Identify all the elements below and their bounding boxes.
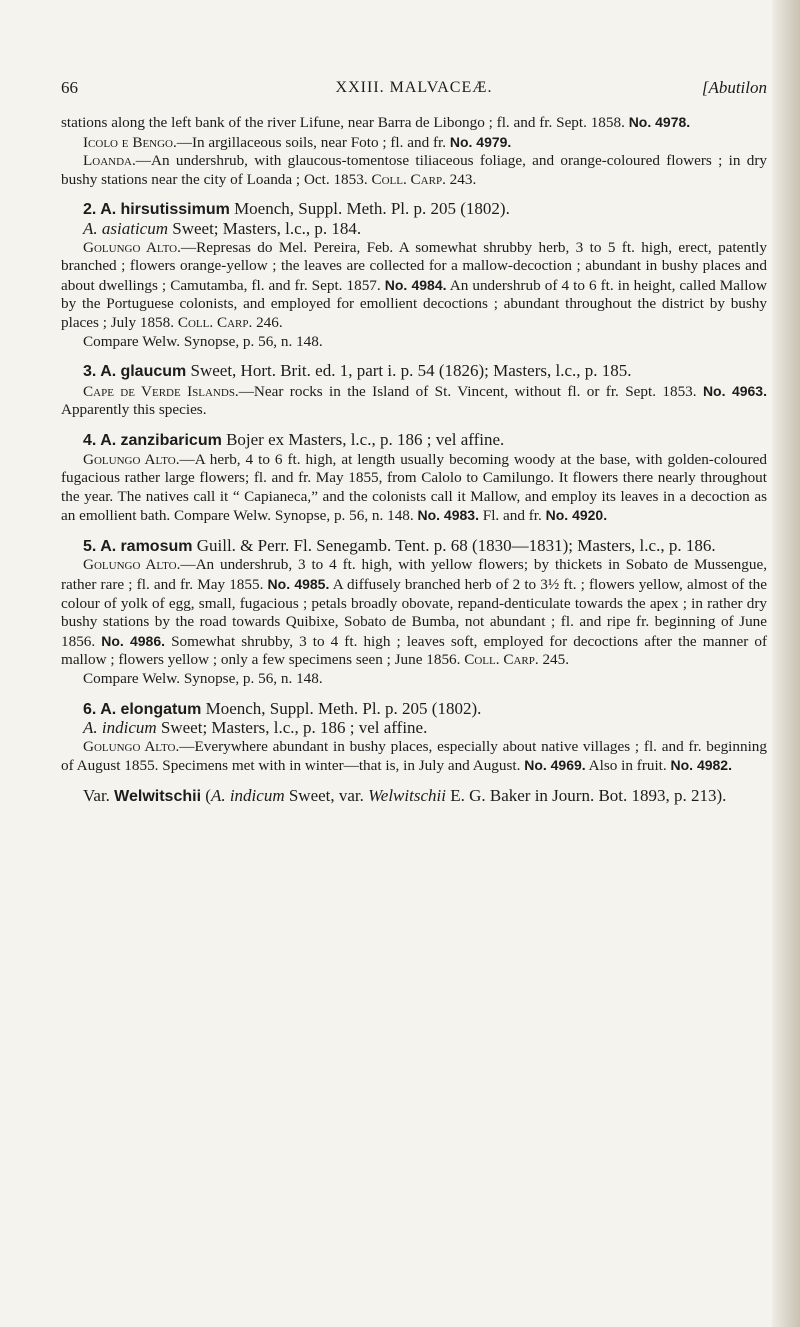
compare-line-5: Compare Welw. Synopse, p. 56, n. 148. — [83, 670, 323, 688]
specimen-number: No. 4978. — [628, 114, 691, 130]
specimen-number: No. 4985. — [267, 576, 330, 593]
species-heading-3: 3. A. glaucum Sweet, Hort. Brit. ed. 1, part i. p. 54 (1826); Masters, l.c., p. 185. — [83, 361, 632, 381]
species-heading-4: 4. A. zanzibaricum Bojer ex Masters, l.c., p. 186 ; vel affine. — [83, 429, 505, 449]
para-lifune: stations along the left bank of the river Lifune, near Barra de Libongo ; fl. and fr. Sept. 1858. No. 4978. — [61, 114, 691, 131]
para-species-2: Golungo Alto.—Represas do Mel. Pereira, Feb. A somewhat shrubby herb, 3 to 5 ft. high, erect, patently branched ; flowers orange-yellow ; the leaves are collected for a mallow-decoction ; abundant in bushy places and about dwellings ; Camutamba, fl. and fr. Sept. 1857. No. 4984. An undershrub of 4 to 6 ft. in height, called Mallow by the Portuguese colonists, and employed for emollient decoctions ; abundant throughout the district by bushy places ; July 1858. Coll. Carp. 246. — [61, 238, 767, 331]
species-heading-5: 5. A. ramosum Guill. & Perr. Fl. Senegamb. Tent. p. 68 (1830—1831); Masters, l.c., p. 186. — [83, 535, 716, 555]
compare-line-2: Compare Welw. Synopse, p. 56, n. 148. — [83, 332, 323, 350]
locality: Golungo Alto. — [83, 238, 181, 256]
page-body — [61, 113, 767, 807]
specimen-number: No. 4963. — [702, 382, 767, 399]
locality: Golungo Alto. — [83, 556, 181, 574]
para-icolo: Icolo e Bengo.—In argillaceous soils, near Foto ; fl. and fr. No. 4979. — [83, 133, 512, 151]
variety-name: Welwitschii — [114, 788, 202, 805]
specimen-number: No. 4969. — [524, 757, 586, 774]
page-edge-shadow — [772, 0, 800, 1327]
specimen-number: No. 4986. — [101, 632, 165, 649]
para-species-3: Cape de Verde Islands.—Near rocks in the Island of St. Vincent, without fl. or fr. Sept. 1853. No. 4963. Apparently this species. — [61, 382, 767, 419]
species-name: glaucum — [120, 363, 187, 381]
specimen-number: No. 4920. — [545, 507, 608, 524]
collection-ref: Coll. Carp. 245. — [464, 651, 570, 669]
species-name: zanzibaricum — [120, 431, 222, 449]
specimen-number: No. 4979. — [449, 133, 512, 150]
para-species-6: Golungo Alto.—Everywhere abundant in bushy places, especially about native villages ; fl. and fr. beginning of August 1855. Specimens met with in winter—that is, in July and August. No. 4969. Also in fruit. No. 4982. — [61, 737, 767, 775]
locality: Cape de Verde Islands. — [83, 382, 239, 400]
synonym-line-2: A. asiaticum Sweet; Masters, l.c., p. 184. — [83, 218, 362, 238]
specimen-number: No. 4983. — [417, 507, 479, 524]
section-title: XXIII. MALVACEÆ. — [335, 79, 493, 96]
locality: Loanda. — [83, 152, 136, 170]
para-species-4: Golungo Alto.—A herb, 4 to 6 ft. high, at length usually becoming woody at the base, with golden-coloured fugacious rather large flowers; fl. and fr. May 1855, from Calolo to Camilungo. It flowers there nearly throughout the year. The natives call it “ Capianeca,” and the colonists call it Mallow, and employ its leaves in a decoction as an emollient bath. Compare Welw. Synopse, p. 56, n. 148. No. 4983. Fl. and fr. No. 4920. — [61, 450, 768, 525]
collection-ref: Coll. Carp. 243. — [371, 170, 477, 188]
species-heading-6: 6. A. elongatum Moench, Suppl. Meth. Pl. p. 205 (1802). — [83, 698, 482, 718]
specimen-number: No. 4982. — [670, 757, 732, 774]
page-number: 66 — [61, 78, 78, 97]
running-head — [61, 76, 767, 100]
para-loanda: Loanda.—An undershrub, with glaucous-tomentose tiliaceous foliage, and orange-coloured flowers ; in dry bushy stations near the city of Loanda ; Oct. 1853. Coll. Carp. 243. — [61, 152, 767, 188]
locality: Icolo e Bengo. — [83, 133, 177, 151]
para-species-5: Golungo Alto.—An undershrub, 3 to 4 ft. high, with yellow flowers; by thickets in Sobato de Mussengue, rather rare ; fl. and fr. May 1855. No. 4985. A diffusely branched herb of 2 to 3½ ft. ; flowers yellow, almost of the colour of yolk of egg, small, fugacious ; petals broadly obovate, repand-denticulate towards the apex ; in rather dry bushy stations by the road towards Quibixe, Sobato de Bumba, not abundant ; fl. and ripe fr. beginning of June 1856. No. 4986. Somewhat shrubby, 3 to 4 ft. high ; leaves soft, employed for decoctions after the manner of mallow ; flowers yellow ; only a few specimens seen ; June 1856. Coll. Carp. 245. — [61, 556, 768, 669]
specimen-number: No. 4984. — [384, 276, 447, 293]
locality: Golungo Alto. — [83, 450, 180, 468]
species-name: elongatum — [120, 700, 202, 718]
locality: Golungo Alto. — [83, 737, 180, 755]
species-name: ramosum — [120, 537, 193, 555]
species-heading-2: 2. A. hirsutissimum Moench, Suppl. Meth. Pl. p. 205 (1802). — [83, 199, 510, 219]
synonym-line-6: A. indicum Sweet; Masters, l.c., p. 186 ; vel affine. — [83, 718, 428, 738]
collection-ref: Coll. Carp. 246. — [177, 313, 283, 331]
species-name: hirsutissimum — [120, 201, 230, 219]
variety-entry: Var. Welwitschii (A. indicum Sweet, var. Welwitschii E. G. Baker in Journ. Bot. 1893, p. 213). — [83, 786, 727, 805]
genus-heading: [Abutilon — [701, 78, 767, 97]
